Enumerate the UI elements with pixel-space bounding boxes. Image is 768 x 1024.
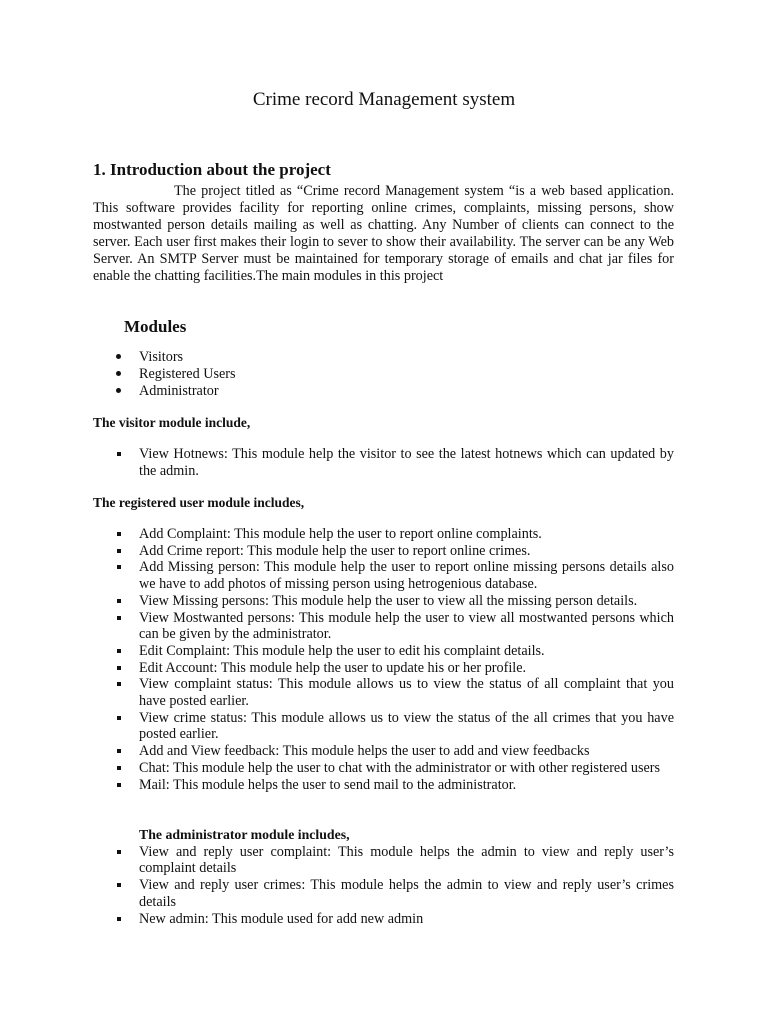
module-item [93,383,674,400]
admin-module-item-text: View and reply user complaint: This module helps the admin to view and reply user’s complaint details [139,843,674,877]
admin-module-item-text: View and reply user crimes: This module helps the admin to view and reply user’s crimes details [139,877,674,910]
visitor-module-list [93,446,674,479]
square-bullet-icon [117,549,121,553]
square-bullet-icon [117,666,121,670]
module-item-label: Registered Users [139,366,236,382]
registered-module-item [93,760,674,777]
square-bullet-icon [117,599,121,603]
module-item-label: Administrator [139,383,219,399]
registered-module-item [93,676,674,709]
registered-module-item-text: Edit Account: This module help the user to update his or her profile. [139,659,527,676]
square-bullet-icon [117,749,121,753]
square-bullet-icon [117,616,121,620]
square-bullet-icon [117,917,121,921]
registered-module-item [93,643,674,660]
registered-module-item [93,526,674,543]
registered-module-item [93,559,674,592]
square-bullet-icon [117,682,121,686]
registered-module-heading: The registered user module includes, [93,495,305,510]
square-bullet-icon [117,766,121,770]
square-bullet-icon [117,649,121,653]
registered-module-item-text: Add Complaint: This module help the user to report online complaints. [139,526,542,542]
registered-module-item-text: Add Crime report: This module help the user to report online crimes. [139,542,531,559]
admin-module-item-text: New admin: This module used for add new admin [139,910,424,927]
square-bullet-icon [117,883,121,887]
registered-module-item-text: View crime status: This module allows us to view the status of the all crimes that you have posted earlier. [139,709,674,743]
registered-module-item-text: Edit Complaint: This module help the user to edit his complaint details. [139,642,545,659]
admin-module-item [93,877,674,910]
registered-module-item [93,660,674,677]
modules-heading: Modules [124,317,187,336]
registered-module-item [93,610,674,643]
registered-module-item-text: Mail: This module helps the user to send mail to the administrator. [139,776,517,793]
square-bullet-icon [117,452,121,456]
registered-module-item [93,710,674,743]
square-bullet-icon [117,850,121,854]
registered-module-list [93,526,674,793]
square-bullet-icon [117,532,121,536]
registered-module-item-text: Chat: This module help the user to chat with the administrator or with other registered users [139,759,661,776]
intro-paragraph: The project titled as “Crime record Management system “is a web based application. This software provides facility for reporting online crimes, complaints, missing persons, show mostwanted person details mailing as well as chatting. Any Number of clients can connect to the server. Each user first makes their login to sever to show their availability. The server can be any Web Server. An SMTP Server must be maintained for temporary storage of emails and chat jar files for enable the chatting facilities.The main modules in this project [93,183,674,284]
admin-module-item [93,844,674,877]
registered-module-item [93,743,674,760]
registered-module-item-text: View Mostwanted persons: This module help the user to view all mostwanted persons which can be given by the administrator. [139,609,674,643]
admin-module-list [93,827,674,927]
square-bullet-icon [117,565,121,569]
square-bullet-icon [117,716,121,720]
bullet-icon [116,371,121,376]
module-item [93,366,674,383]
registered-module-item [93,593,674,610]
registered-module-item [93,543,674,560]
registered-module-item-text: Add Missing person: This module help the user to report online missing persons details also we have to add photos of missing person using hetrogenious database. [139,559,674,593]
visitor-module-item-text: View Hotnews: This module help the visitor to see the latest hotnews which can updated by the admin. [139,446,674,479]
registered-module-item [93,777,674,794]
admin-module-heading: The administrator module includes, [139,827,350,842]
registered-module-item-text: View Missing persons: This module help the user to view all the missing person details. [139,592,638,609]
visitor-module-heading: The visitor module include, [93,415,251,430]
modules-list [93,349,674,400]
module-item [93,349,674,366]
bullet-icon [116,354,121,359]
bullet-icon [116,388,121,393]
module-item-label: Visitors [139,349,184,365]
document-title: Crime record Management system [252,89,516,110]
registered-module-item-text: Add and View feedback: This module helps the user to add and view feedbacks [139,743,590,760]
section-heading: 1. Introduction about the project [93,160,331,179]
square-bullet-icon [117,783,121,787]
admin-module-item [93,911,674,928]
registered-module-item-text: View complaint status: This module allows us to view the status of all complaint that you have posted earlier. [139,676,674,710]
visitor-module-item [93,446,674,479]
